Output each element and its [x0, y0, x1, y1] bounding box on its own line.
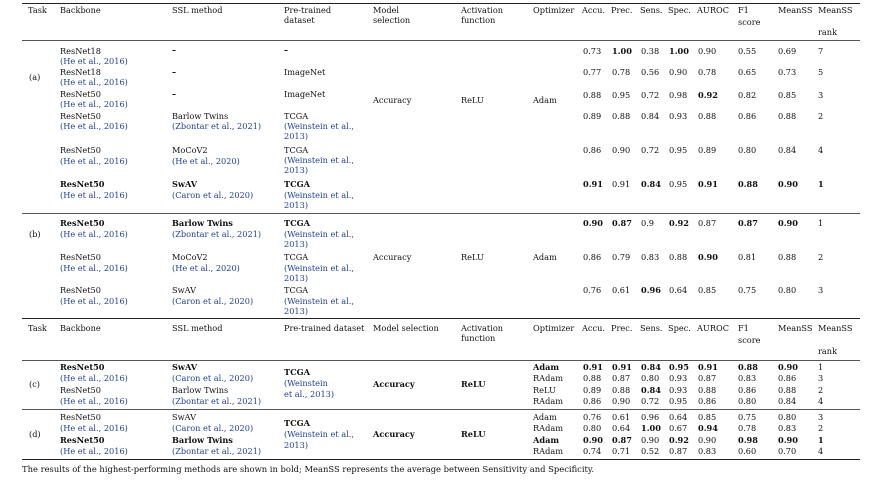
task-label: (d) — [29, 429, 41, 439]
prec-cell: 0.79 — [612, 252, 631, 262]
citation: 2013) — [284, 131, 309, 141]
auroc-cell: 0.90 — [698, 252, 718, 262]
rank-cell: 4 — [818, 145, 824, 155]
citation: (Zbontar et al., 2021) — [172, 121, 262, 131]
optimizer-cell: RAdam — [533, 396, 563, 406]
col-sens: Sens. — [640, 5, 663, 15]
spec-cell: 0.87 — [669, 446, 688, 456]
prec-cell: 0.90 — [612, 145, 631, 155]
accu-cell: 0.80 — [583, 423, 602, 433]
rank-cell: 2 — [818, 385, 824, 395]
sens-cell: 0.83 — [641, 252, 660, 262]
rule-c-d — [22, 409, 860, 410]
f1-cell: 0.75 — [738, 285, 757, 295]
accu-cell: 0.76 — [583, 412, 602, 422]
backbone-cell: ResNet50 — [60, 285, 101, 295]
prec-cell: 0.61 — [612, 412, 631, 422]
optimizer-cell: Adam — [533, 252, 557, 262]
f1-cell: 0.86 — [738, 111, 757, 121]
prec-cell: 0.64 — [612, 423, 631, 433]
citation: 2013) — [284, 239, 309, 249]
backbone-cell: ResNet50 — [60, 362, 105, 372]
sens-cell: 0.96 — [641, 412, 660, 422]
prec-cell: 0.87 — [612, 435, 632, 445]
col-model-sel: Model — [373, 5, 400, 15]
meanss-cell: 0.90 — [778, 179, 798, 189]
backbone-cell: ResNet50 — [60, 435, 105, 445]
spec-cell: 0.98 — [669, 90, 688, 100]
citation: (Caron et al., 2020) — [172, 423, 254, 433]
model-selection-cell: Accuracy — [373, 379, 415, 389]
col-auroc: AUROC — [697, 323, 729, 333]
citation: (Weinstein et al., — [284, 190, 354, 200]
col-spec: Spec. — [668, 323, 691, 333]
meanss-cell: 0.73 — [778, 67, 797, 77]
auroc-cell: 0.90 — [698, 435, 717, 445]
f1-cell: 0.88 — [738, 362, 758, 372]
auroc-cell: 0.78 — [698, 67, 717, 77]
col-f1: F1 — [738, 5, 749, 15]
f1-cell: 0.80 — [738, 396, 757, 406]
prec-cell: 0.78 — [612, 67, 631, 77]
rank-cell: 4 — [818, 446, 824, 456]
task-label: (a) — [29, 72, 41, 82]
activation-cell: ReLU — [461, 379, 486, 389]
citation: (He et al., 2020) — [172, 263, 240, 273]
activation-cell: ReLU — [461, 429, 486, 439]
citation: (Zbontar et al., 2021) — [172, 446, 262, 456]
citation: 2013) — [284, 306, 309, 316]
citation: (He et al., 2016) — [60, 99, 128, 109]
citation: (He et al., 2016) — [60, 263, 128, 273]
col-ssl: SSL method — [172, 323, 223, 333]
f1-cell: 0.81 — [738, 252, 757, 262]
rank-cell: 2 — [818, 252, 824, 262]
col-dataset: Pre-trained — [284, 5, 332, 15]
col-activation: function — [461, 333, 496, 343]
col-sens: Sens. — [640, 323, 663, 333]
sens-cell: 0.52 — [641, 446, 660, 456]
ssl-cell: SwAV — [172, 285, 197, 295]
auroc-cell: 0.85 — [698, 285, 717, 295]
ssl-cell: MoCoV2 — [172, 145, 208, 155]
col-model-sel: Model selection — [373, 323, 439, 333]
spec-cell: 0.90 — [669, 67, 688, 77]
citation: 2013) — [284, 165, 309, 175]
spec-cell: 0.67 — [669, 423, 688, 433]
citation: (Weinstein et al., — [284, 155, 354, 165]
meanss-cell: 0.90 — [778, 435, 798, 445]
meanss-cell: 0.90 — [778, 218, 798, 228]
meanss-cell: 0.83 — [778, 423, 797, 433]
rank-cell: 2 — [818, 423, 824, 433]
ssl-cell: Barlow Twins — [172, 111, 229, 121]
accu-cell: 0.86 — [583, 145, 602, 155]
header-rule — [22, 40, 860, 41]
f1-cell: 0.86 — [738, 385, 757, 395]
backbone-cell: ResNet50 — [60, 89, 101, 99]
citation: (He et al., 2016) — [60, 156, 128, 166]
col-optimizer: Optimizer — [533, 5, 575, 15]
backbone-cell: ResNet18 — [60, 67, 101, 77]
sens-cell: 0.9 — [641, 218, 655, 228]
meanss-cell: 0.88 — [778, 252, 797, 262]
auroc-cell: 0.85 — [698, 412, 717, 422]
auroc-cell: 0.83 — [698, 446, 717, 456]
col-optimizer: Optimizer — [533, 323, 575, 333]
col-prec: Prec. — [611, 323, 633, 333]
sens-cell: 0.72 — [641, 145, 660, 155]
citation: (Weinstein et al., — [284, 429, 354, 439]
dataset-cell: TCGA — [284, 418, 310, 428]
auroc-cell: 0.91 — [698, 179, 718, 189]
sens-cell: 0.90 — [641, 435, 660, 445]
spec-cell: 0.93 — [669, 385, 688, 395]
f1-cell: 0.98 — [738, 435, 758, 445]
citation: (He et al., 2016) — [60, 56, 128, 66]
accu-cell: 0.77 — [583, 67, 602, 77]
meanss-cell: 0.80 — [778, 412, 797, 422]
meanss-cell: 0.88 — [778, 385, 797, 395]
rank-cell: 1 — [818, 362, 824, 372]
ssl-cell: Barlow Twins — [172, 435, 233, 445]
col-rank: MeanSS — [818, 323, 853, 333]
rank-cell: 2 — [818, 111, 824, 121]
task-label: (c) — [29, 379, 40, 389]
col-ssl: SSL method — [172, 5, 223, 15]
dataset-cell: TCGA — [284, 145, 309, 155]
ssl-cell: SwAV — [172, 412, 197, 422]
col-f1: score — [738, 335, 761, 345]
col-prec: Prec. — [611, 5, 633, 15]
prec-cell: 0.90 — [612, 396, 631, 406]
optimizer-cell: Adam — [533, 95, 557, 105]
model-selection-cell: Accuracy — [373, 252, 412, 262]
rank-cell: 1 — [818, 179, 824, 189]
model-selection-cell: Accuracy — [373, 95, 412, 105]
optimizer-cell: ReLU — [533, 385, 556, 395]
prec-cell: 0.87 — [612, 373, 631, 383]
accu-cell: 0.89 — [583, 111, 602, 121]
optimizer-cell: Adam — [533, 435, 560, 445]
accu-cell: 0.86 — [583, 396, 602, 406]
sens-cell: 1.00 — [641, 423, 661, 433]
rank-cell: 7 — [818, 46, 824, 56]
meanss-cell: 0.86 — [778, 373, 797, 383]
accu-cell: 0.90 — [583, 218, 603, 228]
accu-cell: 0.86 — [583, 252, 602, 262]
meanss-cell: 0.85 — [778, 90, 797, 100]
sens-cell: 0.72 — [641, 396, 660, 406]
dataset-cell: TCGA — [284, 179, 310, 189]
auroc-cell: 0.87 — [698, 218, 717, 228]
citation: (He et al., 2016) — [60, 423, 128, 433]
col-dataset: dataset — [284, 15, 315, 25]
col-backbone: Backbone — [60, 5, 101, 15]
auroc-cell: 0.94 — [698, 423, 718, 433]
sens-cell: 0.84 — [641, 179, 661, 189]
citation: (Caron et al., 2020) — [172, 190, 254, 200]
f1-cell: 0.83 — [738, 373, 757, 383]
ssl-cell: – — [172, 45, 177, 55]
meanss-cell: 0.84 — [778, 145, 797, 155]
header2-rule — [22, 360, 860, 361]
accu-cell: 0.91 — [583, 179, 603, 189]
col-model-sel: selection — [373, 15, 411, 25]
prec-cell: 0.91 — [612, 179, 631, 189]
accu-cell: 0.88 — [583, 90, 602, 100]
sens-cell: 0.38 — [641, 46, 660, 56]
auroc-cell: 0.88 — [698, 385, 717, 395]
rank-cell: 3 — [818, 412, 824, 422]
f1-cell: 0.75 — [738, 412, 757, 422]
sens-cell: 0.84 — [641, 385, 661, 395]
sens-cell: 0.96 — [641, 285, 661, 295]
dataset-cell: TCGA — [284, 285, 309, 295]
ssl-cell: SwAV — [172, 179, 198, 189]
dataset-cell: ImageNet — [284, 67, 326, 77]
auroc-cell: 0.90 — [698, 46, 717, 56]
prec-cell: 0.88 — [612, 111, 631, 121]
col-rank: rank — [818, 346, 838, 356]
ssl-cell: Barlow Twins — [172, 385, 229, 395]
citation: (Caron et al., 2020) — [172, 373, 254, 383]
bottom-rule — [22, 459, 860, 460]
meanss-cell: 0.70 — [778, 446, 797, 456]
table-footnote: The results of the highest-performing methods are shown in bold; MeanSS represents the average between Sensitivity and Specificity. — [22, 464, 595, 474]
citation: 2013) — [284, 273, 309, 283]
dataset-cell: ImageNet — [284, 89, 326, 99]
dataset-cell: TCGA — [284, 218, 310, 228]
prec-cell: 0.88 — [612, 385, 631, 395]
citation: (Weinstein et al., — [284, 263, 354, 273]
spec-cell: 0.95 — [669, 179, 688, 189]
rank-cell: 3 — [818, 373, 824, 383]
meanss-cell: 0.90 — [778, 362, 798, 372]
rank-cell: 1 — [818, 218, 824, 228]
spec-cell: 0.88 — [669, 252, 688, 262]
sens-cell: 0.84 — [641, 111, 660, 121]
backbone-cell: ResNet18 — [60, 46, 101, 56]
col-activation: function — [461, 15, 496, 25]
auroc-cell: 0.92 — [698, 90, 718, 100]
spec-cell: 0.95 — [669, 396, 688, 406]
spec-cell: 0.93 — [669, 373, 688, 383]
backbone-cell: ResNet50 — [60, 412, 101, 422]
f1-cell: 0.65 — [738, 67, 757, 77]
prec-cell: 0.95 — [612, 90, 631, 100]
backbone-cell: ResNet50 — [60, 145, 101, 155]
optimizer-cell: Adam — [533, 362, 560, 372]
col-meanss: MeanSS — [778, 323, 813, 333]
citation: (Caron et al., 2020) — [172, 296, 254, 306]
backbone-cell: ResNet50 — [60, 252, 101, 262]
citation: (He et al., 2016) — [60, 296, 128, 306]
col-f1: F1 — [738, 323, 749, 333]
auroc-cell: 0.89 — [698, 145, 717, 155]
sens-cell: 0.72 — [641, 90, 660, 100]
optimizer-cell: Adam — [533, 412, 557, 422]
prec-cell: 0.91 — [612, 362, 632, 372]
f1-cell: 0.88 — [738, 179, 758, 189]
citation: (He et al., 2016) — [60, 396, 128, 406]
optimizer-cell: RAdam — [533, 423, 563, 433]
ssl-cell: Barlow Twins — [172, 218, 233, 228]
rule-a-b — [22, 213, 860, 214]
citation: (He et al., 2016) — [60, 446, 128, 456]
ssl-cell: – — [172, 67, 177, 77]
spec-cell: 0.92 — [669, 435, 689, 445]
f1-cell: 0.80 — [738, 145, 757, 155]
f1-cell: 0.60 — [738, 446, 757, 456]
citation: (Zbontar et al., 2021) — [172, 229, 262, 239]
col-rank: rank — [818, 27, 838, 37]
backbone-cell: ResNet50 — [60, 111, 101, 121]
model-selection-cell: Accuracy — [373, 429, 415, 439]
f1-cell: 0.55 — [738, 46, 757, 56]
col-f1: score — [738, 17, 761, 27]
col-rank: MeanSS — [818, 5, 853, 15]
f1-cell: 0.78 — [738, 423, 757, 433]
citation: (Weinstein — [284, 378, 328, 388]
citation: 2013) — [284, 440, 309, 450]
spec-cell: 1.00 — [669, 46, 689, 56]
optimizer-cell: RAdam — [533, 446, 563, 456]
auroc-cell: 0.91 — [698, 362, 718, 372]
meanss-cell: 0.69 — [778, 46, 797, 56]
optimizer-cell: RAdam — [533, 373, 563, 383]
col-meanss: MeanSS — [778, 5, 813, 15]
citation: (Weinstein et al., — [284, 229, 354, 239]
auroc-cell: 0.88 — [698, 111, 717, 121]
dataset-cell: TCGA — [284, 367, 310, 377]
citation: (Zbontar et al., 2021) — [172, 396, 262, 406]
accu-cell: 0.73 — [583, 46, 602, 56]
citation: (He et al., 2016) — [60, 121, 128, 131]
rank-cell: 1 — [818, 435, 824, 445]
citation: (He et al., 2020) — [172, 156, 240, 166]
meanss-cell: 0.84 — [778, 396, 797, 406]
col-accu: Accu. — [582, 323, 605, 333]
meanss-cell: 0.88 — [778, 111, 797, 121]
rank-cell: 4 — [818, 396, 824, 406]
accu-cell: 0.88 — [583, 373, 602, 383]
col-dataset: Pre-trained dataset — [284, 323, 365, 333]
ssl-cell: – — [172, 89, 177, 99]
col-accu: Accu. — [582, 5, 605, 15]
ssl-cell: SwAV — [172, 362, 198, 372]
sens-cell: 0.80 — [641, 373, 660, 383]
col-auroc: AUROC — [697, 5, 729, 15]
task-label: (b) — [29, 229, 41, 239]
citation: 2013) — [284, 200, 309, 210]
spec-cell: 0.64 — [669, 412, 688, 422]
activation-cell: ReLU — [461, 252, 484, 262]
spec-cell: 0.64 — [669, 285, 688, 295]
f1-cell: 0.82 — [738, 90, 757, 100]
accu-cell: 0.76 — [583, 285, 602, 295]
spec-cell: 0.95 — [669, 362, 689, 372]
rank-cell: 3 — [818, 285, 824, 295]
accu-cell: 0.74 — [583, 446, 602, 456]
prec-cell: 0.61 — [612, 285, 631, 295]
col-backbone: Backbone — [60, 323, 101, 333]
rank-cell: 3 — [818, 90, 824, 100]
sens-cell: 0.84 — [641, 362, 661, 372]
citation: (He et al., 2016) — [60, 190, 128, 200]
rank-cell: 5 — [818, 67, 824, 77]
ssl-cell: MoCoV2 — [172, 252, 208, 262]
spec-cell: 0.93 — [669, 111, 688, 121]
prec-cell: 0.87 — [612, 218, 632, 228]
col-task: Task — [28, 323, 47, 333]
rule-b-end — [22, 318, 860, 319]
meanss-cell: 0.80 — [778, 285, 797, 295]
spec-cell: 0.92 — [669, 218, 689, 228]
accu-cell: 0.90 — [583, 435, 603, 445]
citation: (He et al., 2016) — [60, 373, 128, 383]
dataset-cell: TCGA — [284, 111, 309, 121]
auroc-cell: 0.87 — [698, 373, 717, 383]
col-activation: Activation — [461, 5, 504, 15]
citation: (Weinstein et al., — [284, 296, 354, 306]
col-task: Task — [28, 5, 47, 15]
top-rule — [22, 3, 860, 4]
activation-cell: ReLU — [461, 95, 484, 105]
prec-cell: 0.71 — [612, 446, 631, 456]
f1-cell: 0.87 — [738, 218, 758, 228]
accu-cell: 0.89 — [583, 385, 602, 395]
col-activation: Activation — [461, 323, 504, 333]
backbone-cell: ResNet50 — [60, 179, 105, 189]
citation: (Weinstein et al., — [284, 121, 354, 131]
backbone-cell: ResNet50 — [60, 218, 105, 228]
citation: (He et al., 2016) — [60, 229, 128, 239]
accu-cell: 0.91 — [583, 362, 603, 372]
citation: et al., 2013) — [284, 389, 335, 399]
citation: (He et al., 2016) — [60, 77, 128, 87]
spec-cell: 0.95 — [669, 145, 688, 155]
prec-cell: 1.00 — [612, 46, 632, 56]
auroc-cell: 0.86 — [698, 396, 717, 406]
backbone-cell: ResNet50 — [60, 385, 101, 395]
dataset-cell: TCGA — [284, 252, 309, 262]
sens-cell: 0.56 — [641, 67, 660, 77]
col-spec: Spec. — [668, 5, 691, 15]
dataset-cell: – — [284, 45, 289, 55]
